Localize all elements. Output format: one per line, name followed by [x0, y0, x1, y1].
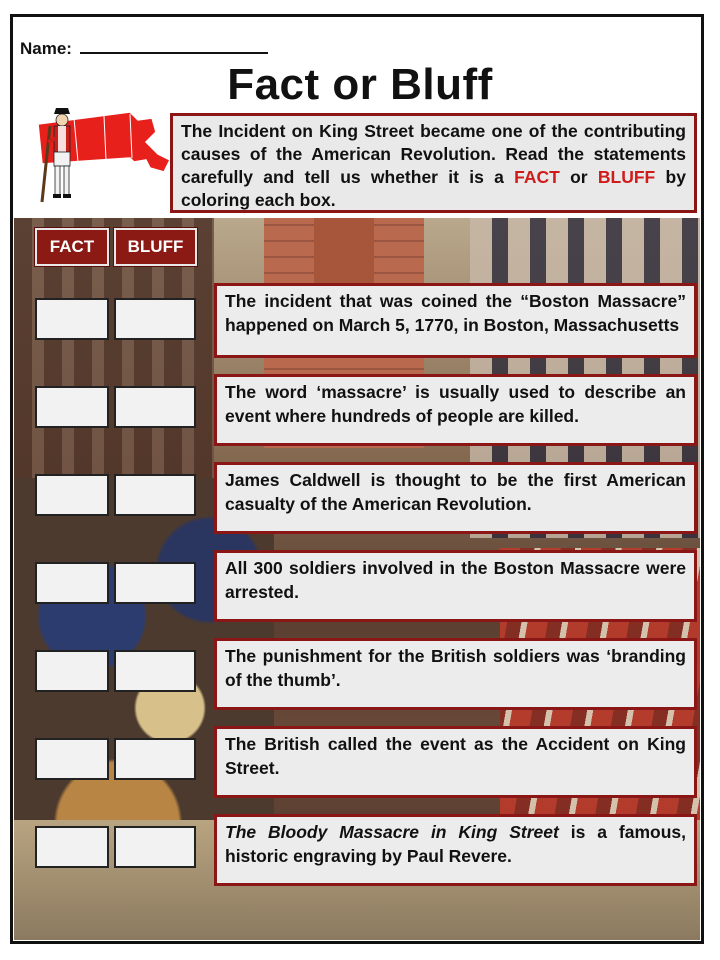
fact-box-4[interactable] — [35, 562, 109, 604]
engraving-title: The Bloody Massacre in King Street — [225, 822, 559, 842]
name-label: Name: — [20, 39, 72, 58]
fact-box-6[interactable] — [35, 738, 109, 780]
massachusetts-map-icon — [34, 102, 174, 210]
bluff-column-header: BLUFF — [114, 228, 197, 266]
instructions-box — [170, 113, 697, 213]
statement-7 — [214, 814, 697, 886]
bluff-box-5[interactable] — [114, 650, 196, 692]
fact-column-header: FACT — [35, 228, 109, 266]
instructions-text: The Incident on King Street became one of the contributing causes of the American Revolution. Read the statements carefully and tell us whether it is a — [181, 121, 686, 187]
bluff-box-3[interactable] — [114, 474, 196, 516]
statement-2: The word ‘massacre’ is usually used to describe an event where hundreds of people are killed. — [214, 374, 697, 446]
fact-box-7[interactable] — [35, 826, 109, 868]
fact-box-1[interactable] — [35, 298, 109, 340]
statement-7-text: is a famous, historic engraving by Paul Revere. — [225, 822, 687, 866]
bluff-word: BLUFF — [597, 167, 656, 187]
bluff-box-2[interactable] — [114, 386, 196, 428]
fact-box-2[interactable] — [35, 386, 109, 428]
fact-box-5[interactable] — [35, 650, 109, 692]
page-title: Fact or Bluff — [227, 60, 493, 109]
instructions-end: by coloring each box. — [181, 167, 686, 210]
statement-1: The incident that was coined the “Boston Massacre” happened on March 5, 1770, in Boston, Massachusetts — [214, 283, 697, 358]
statement-3: James Caldwell is thought to be the first American casualty of the American Revolution. — [214, 462, 697, 534]
bluff-box-6[interactable] — [114, 738, 196, 780]
or-word: or — [570, 167, 588, 187]
statement-4: All 300 soldiers involved in the Boston Massacre were arrested. — [214, 550, 697, 622]
redcoat-soldier-icon — [42, 108, 71, 202]
bluff-box-4[interactable] — [114, 562, 196, 604]
bluff-box-7[interactable] — [114, 826, 196, 868]
statement-6: The British called the event as the Accident on King Street. — [214, 726, 697, 798]
bluff-box-1[interactable] — [114, 298, 196, 340]
fact-word: FACT — [514, 167, 560, 187]
name-line[interactable] — [80, 36, 268, 54]
fact-box-3[interactable] — [35, 474, 109, 516]
name-field[interactable] — [20, 36, 268, 59]
statement-5: The punishment for the British soldiers was ‘branding of the thumb’. — [214, 638, 697, 710]
